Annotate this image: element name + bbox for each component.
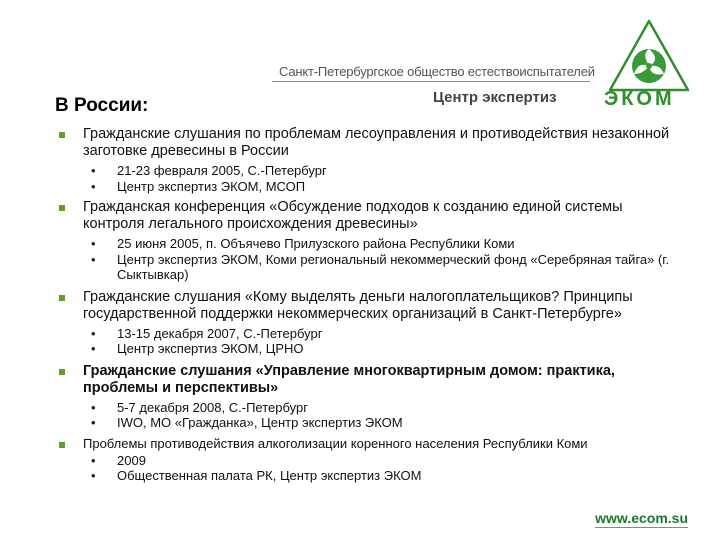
item-title: Гражданские слушания «Кому выделять деньги налогоплательщиков? Принципы государственной поддержки некоммерческих организаций в Санкт-Петербурге» <box>83 288 633 322</box>
item-title: Гражданская конференция «Обсуждение подходов к созданию единой системы контроля легального происхождения древесины» <box>83 199 623 232</box>
square-bullet-icon <box>59 442 65 448</box>
header-divider <box>272 81 590 82</box>
sub-item: • 25 июня 2005, п. Объячево Прилузского района Республики Коми <box>91 236 515 251</box>
sub-item: • 13-15 декабря 2007, С.-Петербург <box>91 325 323 341</box>
sub-item: • IWO, МО «Гражданка», Центр экспертиз ЭКОМ <box>91 415 403 430</box>
sub-item: • 2009 <box>91 452 146 468</box>
item-title: Проблемы противодействия алкоголизации коренного населения Республики Коми <box>83 435 588 451</box>
sub-item: • 21-23 февраля 2005, С.-Петербург <box>91 163 327 178</box>
list-item <box>55 126 675 194</box>
sub-item: • Центр экспертиз ЭКОМ, Коми региональный некоммерческий фонд «Серебряная тайга» (г. Сыктывкар) <box>91 251 670 282</box>
page-heading: В России: <box>55 95 149 116</box>
center-name: Центр экспертиз <box>433 89 557 106</box>
website-link[interactable]: www.ecom.su <box>595 510 688 526</box>
sub-item: • Общественная палата РК, Центр экспертиз ЭКОМ <box>91 468 422 483</box>
ekom-logo-icon <box>607 18 691 94</box>
list-item <box>55 436 675 484</box>
sub-item: • Центр экспертиз ЭКОМ, ЦРНО <box>91 341 304 356</box>
list-item <box>55 199 675 283</box>
list-item <box>55 289 675 357</box>
org-name: Санкт-Петербургское общество естествоиспытателей <box>279 64 595 79</box>
square-bullet-icon <box>59 369 65 375</box>
list-item <box>55 363 675 431</box>
event-list <box>55 126 675 484</box>
logo-text: ЭКОМ <box>604 88 675 110</box>
square-bullet-icon <box>59 295 65 301</box>
item-title: Гражданские слушания «Управление многоквартирным домом: практика, проблемы и перспективы» <box>83 362 615 396</box>
sub-item: • Центр экспертиз ЭКОМ, МСОП <box>91 178 306 194</box>
sub-item: • 5-7 декабря 2008, С.-Петербург <box>91 399 308 415</box>
square-bullet-icon <box>59 132 65 138</box>
item-title: Гражданские слушания по проблемам лесоуправления и противодействия незаконной заготовке древесины в России <box>83 126 670 159</box>
square-bullet-icon <box>59 205 65 211</box>
